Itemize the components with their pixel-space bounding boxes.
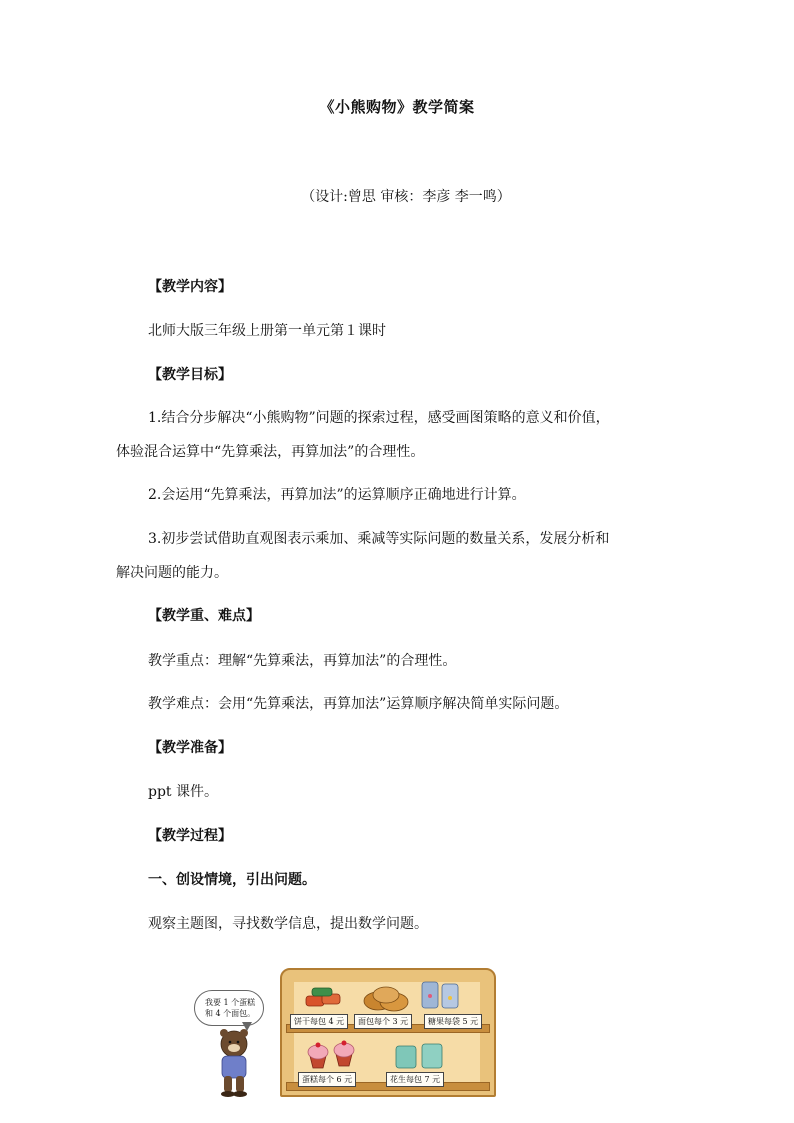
- document-title: 《小熊购物》教学简案: [319, 98, 475, 116]
- peanut-bags-icon: [396, 1044, 442, 1068]
- price-tag-candy: 糖果每袋 5 元: [424, 1014, 482, 1029]
- price-tag-biscuit: 饼干每包 4 元: [290, 1014, 348, 1029]
- section-heading-key-points: 【教学重、难点】: [148, 608, 260, 624]
- bear-character-icon: [220, 1029, 248, 1097]
- step-1-heading: 一、创设情境，引出问题。: [148, 872, 316, 888]
- section-heading-goals: 【教学目标】: [148, 367, 232, 383]
- section-heading-process: 【教学过程】: [148, 828, 232, 844]
- biscuit-packs-icon: [306, 988, 340, 1006]
- price-tag-peanut: 花生每包 7 元: [386, 1072, 444, 1087]
- bread-loaves-icon: [364, 987, 408, 1011]
- speech-line-2: 和 4 个面包。: [205, 1009, 256, 1018]
- step-1-text: 观察主题图，寻找数学信息，提出数学问题。: [148, 916, 428, 932]
- speech-bubble: [194, 990, 264, 1026]
- content-text: 北师大版三年级上册第一单元第１课时: [148, 323, 386, 339]
- goal-3-line-2: 解决问题的能力。: [116, 565, 228, 581]
- document-credits: （设计:曾思 审核：李彦 李一鸣）: [301, 189, 511, 205]
- preparation-text: ppt 课件。: [148, 784, 218, 800]
- goal-1-line-2: 体验混合运算中“先算乘法，再算加法”的合理性。: [116, 444, 425, 460]
- price-tag-cake: 蛋糕每个 6 元: [298, 1072, 356, 1087]
- section-heading-preparation: 【教学准备】: [148, 740, 232, 756]
- theme-illustration: [190, 964, 500, 1104]
- cupcakes-icon: [308, 1041, 354, 1069]
- key-point-text: 教学重点：理解“先算乘法，再算加法”的合理性。: [148, 653, 457, 669]
- goal-2: 2.会运用“先算乘法，再算加法”的运算顺序正确地进行计算。: [148, 487, 526, 503]
- goal-1-line-1: 1.结合分步解决“小熊购物”问题的探索过程，感受画图策略的意义和价值，: [148, 410, 610, 426]
- goal-3-line-1: 3.初步尝试借助直观图表示乘加、乘减等实际问题的数量关系，发展分析和: [148, 531, 610, 547]
- candy-bags-icon: [422, 982, 458, 1008]
- speech-line-1: 我要 1 个蛋糕: [205, 998, 256, 1007]
- price-tag-bread: 面包每个 3 元: [354, 1014, 412, 1029]
- section-heading-content: 【教学内容】: [148, 279, 232, 295]
- speech-bubble-tail: [242, 1022, 252, 1031]
- difficult-point-text: 教学难点：会用“先算乘法，再算加法”运算顺序解决简单实际问题。: [148, 696, 569, 712]
